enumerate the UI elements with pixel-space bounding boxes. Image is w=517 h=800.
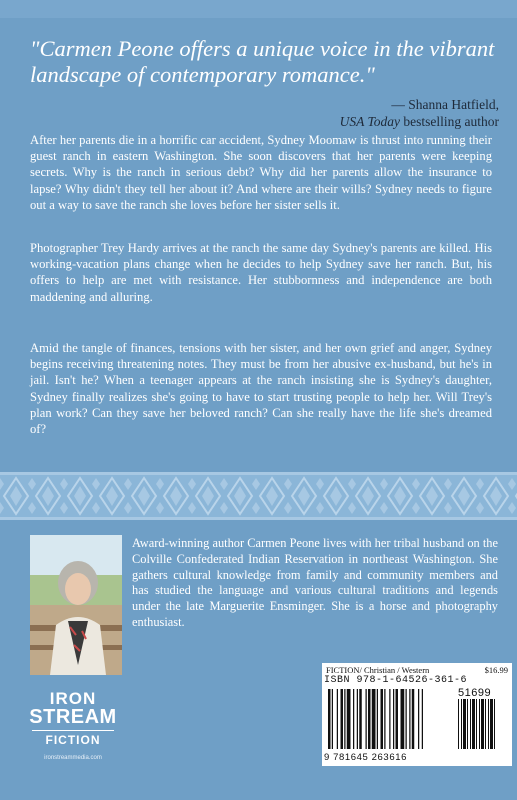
- barcode-bar: [412, 689, 415, 749]
- barcode-bar: [347, 689, 351, 749]
- price-barcode-bar: [458, 699, 459, 749]
- price-barcode-bar: [467, 699, 468, 749]
- publisher-url: ironstreammedia.com: [44, 755, 102, 761]
- author-bio: Award-winning author Carmen Peone lives with her tribal husband on the Colville Confederated Indian Reservation in northeast Washington. She gathers cultural knowledge from family and community members and has studied the language and various cultural traditions and legends under the late Marguerite Ensminger. She is a horse and photography enthusiast.: [132, 536, 498, 629]
- endorsement-source-rest: bestselling author: [400, 114, 499, 129]
- book-price: $16.99: [484, 665, 508, 675]
- logo-line-fiction: FICTION: [45, 733, 101, 747]
- price-barcode-bar: [494, 699, 495, 749]
- barcode-bar: [409, 689, 410, 749]
- barcode-bar: [359, 689, 362, 749]
- barcode-bar: [401, 689, 405, 749]
- barcode-bar: [368, 689, 371, 749]
- isbn-number: ISBN 978-1-64526-361-6: [324, 675, 468, 686]
- iron-stream-logo: [28, 690, 118, 768]
- barcode-bar: [406, 689, 407, 749]
- description-paragraph-1: After her parents die in a horrific car accident, Sydney Moomaw is thrust into running their guest ranch in eastern Washington. She soon discovers that her parents were keeping secrets. Why is the ranch in serious debt? Why did her parents allow the insurance to lapse? Why didn't they tell her about it? And where are their wills? Sydney needs to figure out a way to save the ranch she loves before her sister sells it.: [30, 133, 492, 212]
- price-barcode-bar: [481, 699, 484, 749]
- price-barcode-bar: [461, 699, 462, 749]
- price-barcode-bar: [470, 699, 471, 749]
- price-barcode-bar: [476, 699, 477, 749]
- endorsement-author: [340, 96, 499, 130]
- top-band: [0, 0, 517, 18]
- ean-digits: 9 781645 263616: [324, 752, 407, 763]
- price-barcode-bar: [472, 699, 475, 749]
- barcode-bar: [341, 689, 344, 749]
- tribal-pattern-band: [0, 472, 517, 520]
- barcode-bar: [353, 689, 354, 749]
- barcode-bar: [418, 689, 419, 749]
- description-paragraph-3: Amid the tangle of finances, tensions with her sister, and her own grief and anger, Sydney begins receiving threatening notes. They must be from her abusive ex-husband, but he's in jail. Isn't he? When a teenager appears at the ranch insisting she is Sydney's daughter, Sydney finally realizes she's going to have to start trusting people to help her. Will Trey's plan work? Can they save her beloved ranch? Can she really have the life she's dreamed of?: [30, 341, 492, 437]
- barcode-bar: [372, 689, 376, 749]
- price-barcode-bar: [479, 699, 480, 749]
- barcode-meta: [326, 665, 508, 675]
- price-barcode-bar: [463, 699, 466, 749]
- author-photo: [30, 535, 122, 675]
- description-paragraph-2: Photographer Trey Hardy arrives at the ranch the same day Sydney's parents are killed. His working-vacation plans change when he decides to help Sydney save her ranch. But, his offers to help are met with resistance. Her stubbornness and independence are both maddening and alluring.: [30, 241, 492, 304]
- barcode-bar: [366, 689, 367, 749]
- price-code: 51699: [458, 687, 492, 699]
- barcode-bar: [328, 689, 331, 749]
- endorsement-source-italic: USA Today: [339, 114, 401, 129]
- barcode-bar: [344, 689, 345, 749]
- barcode-bar: [396, 689, 399, 749]
- isbn-barcode: [322, 663, 512, 766]
- logo-line-iron: IRON: [49, 689, 97, 708]
- price-barcode-bar: [488, 699, 489, 749]
- endorsement-quote: "Carmen Peone offers a unique voice in the vibrant landscape of contemporary romance.": [30, 36, 495, 87]
- barcode-bar: [381, 689, 384, 749]
- barcode-bar: [384, 689, 385, 749]
- logo-line-stream: STREAM: [29, 706, 117, 728]
- barcode-bar: [422, 689, 423, 749]
- logo-rule: [32, 730, 114, 731]
- book-category: FICTION/ Christian / Western: [326, 665, 430, 675]
- barcode-bar: [389, 689, 390, 749]
- endorsement-author-name: — Shanna Hatfield,: [391, 97, 499, 112]
- price-barcode-bar: [485, 699, 486, 749]
- price-barcode-bar: [490, 699, 493, 749]
- barcode-bar: [357, 689, 358, 749]
- barcode-bar: [393, 689, 394, 749]
- barcode-bar: [332, 689, 333, 749]
- barcode-bars: [328, 689, 508, 751]
- barcode-bar: [337, 689, 338, 749]
- barcode-bar: [377, 689, 378, 749]
